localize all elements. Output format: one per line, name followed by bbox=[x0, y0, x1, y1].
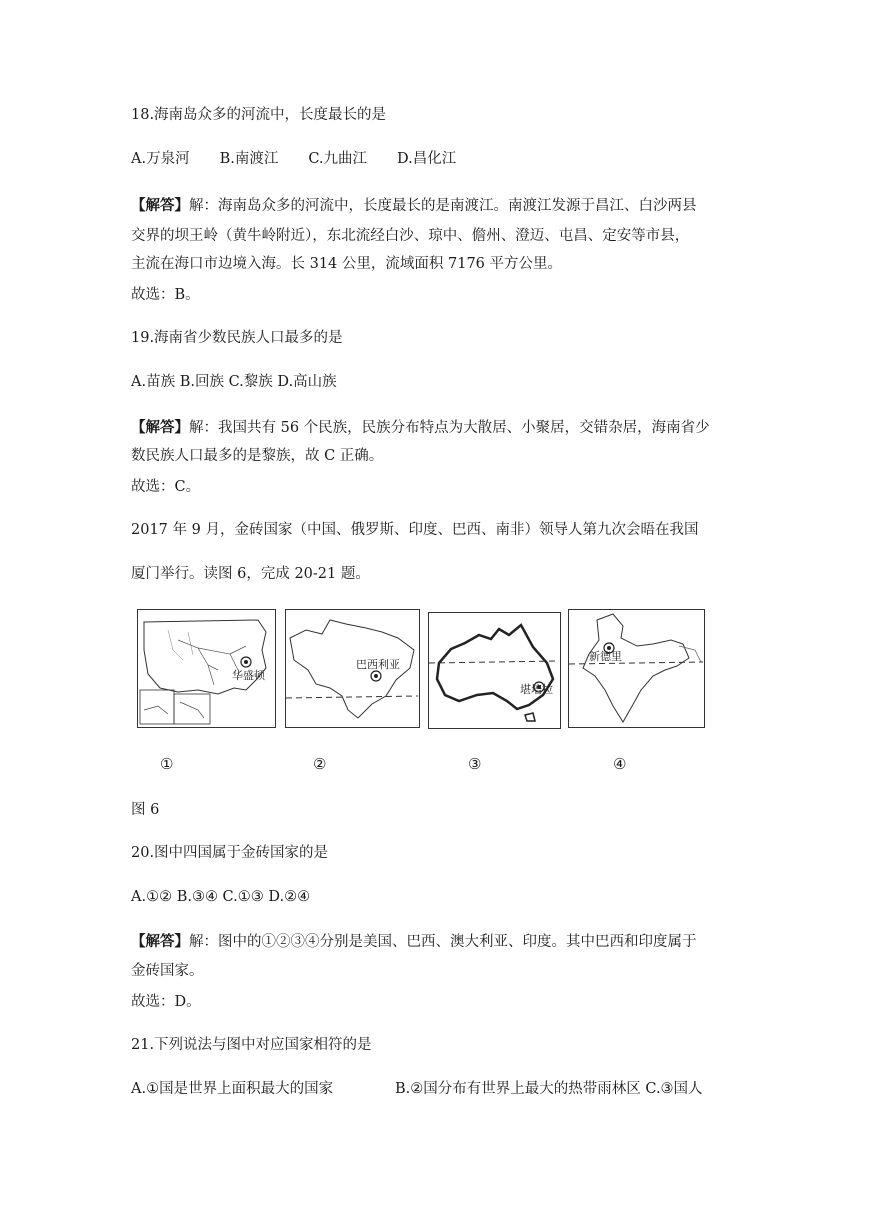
figure-caption: 图 6 bbox=[131, 802, 160, 818]
map-usa bbox=[137, 609, 276, 728]
q20-choice: 故选：D。 bbox=[131, 994, 201, 1010]
map-brazil bbox=[285, 609, 420, 728]
q18-options bbox=[131, 149, 456, 169]
q20-answer-line-1: 【解答】解：图中的①②③④分别是美国、巴西、澳大利亚、印度。其中巴西和印度属于 bbox=[131, 933, 697, 950]
q19-choice: 故选：C。 bbox=[131, 479, 201, 495]
india-outline bbox=[569, 610, 703, 726]
q20-answer-line-2: 金砖国家。 bbox=[131, 963, 204, 979]
q18-answer-line-1: 【解答】解：海南岛众多的河流中，长度最长的是南渡江。南渡江发源于昌江、白沙两县 bbox=[131, 197, 697, 214]
city-label-brasilia: 巴西利亚 bbox=[356, 658, 400, 671]
map-number-4: ④ bbox=[613, 755, 627, 773]
intro-line-1: 2017 年 9 月，金砖国家（中国、俄罗斯、印度、巴西、南非）领导人第九次会晤在我国 bbox=[131, 522, 699, 538]
answer-tag: 【解答】 bbox=[131, 933, 189, 950]
map-number-1: ① bbox=[160, 755, 174, 773]
q18-answer-line-3: 主流在海口市边境入海。长 314 公里，流域面积 7176 平方公里。 bbox=[131, 256, 563, 272]
q20-stem: 20.图中四国属于金砖国家的是 bbox=[131, 845, 329, 861]
q19-answer-line-1: 【解答】解：我国共有 56 个民族，民族分布特点为大散居、小聚居，交错杂居，海南省少 bbox=[131, 419, 710, 436]
q18-choice: 故选：B。 bbox=[131, 287, 200, 303]
q21-option-bc: B.②国分布有世界上最大的热带雨林区 C.③国人 bbox=[395, 1081, 703, 1097]
q18-answer-line-2: 交界的坝王岭（黄牛岭附近），东北流经白沙、琼中、儋州、澄迈、屯昌、定安等市县， bbox=[131, 228, 690, 244]
q21-stem: 21.下列说法与图中对应国家相符的是 bbox=[131, 1037, 372, 1053]
intro-line-2: 厦门举行。读图 6，完成 20-21 题。 bbox=[131, 566, 370, 582]
answer-tag: 【解答】 bbox=[131, 419, 189, 436]
city-label-new-delhi: 新德里 bbox=[589, 650, 622, 663]
map-australia bbox=[428, 612, 561, 729]
q19-options: A.苗族 B.回族 C.黎族 D.高山族 bbox=[131, 374, 337, 390]
map-india bbox=[568, 609, 705, 728]
city-label-canberra: 堪培拉 bbox=[520, 683, 553, 696]
q18-option-d: D.昌化江 bbox=[397, 151, 457, 167]
q18-option-a: A.万泉河 bbox=[131, 151, 190, 167]
q18-option-b: B.南渡江 bbox=[219, 151, 279, 167]
map-number-3: ③ bbox=[468, 755, 482, 773]
q19-answer-line-2: 数民族人口最多的是黎族，故 C 正确。 bbox=[131, 448, 384, 464]
australia-outline bbox=[429, 613, 559, 727]
q21-option-a: A.①国是世界上面积最大的国家 bbox=[131, 1081, 334, 1097]
city-label-washington: 华盛顿 bbox=[232, 669, 265, 682]
q18-stem: 18.海南岛众多的河流中，长度最长的是 bbox=[131, 107, 387, 123]
map-number-2: ② bbox=[313, 755, 327, 773]
q19-stem: 19.海南省少数民族人口最多的是 bbox=[131, 330, 343, 346]
q18-option-c: C.九曲江 bbox=[308, 151, 368, 167]
answer-tag: 【解答】 bbox=[131, 197, 189, 214]
q20-options: A.①② B.③④ C.①③ D.②④ bbox=[131, 889, 311, 905]
